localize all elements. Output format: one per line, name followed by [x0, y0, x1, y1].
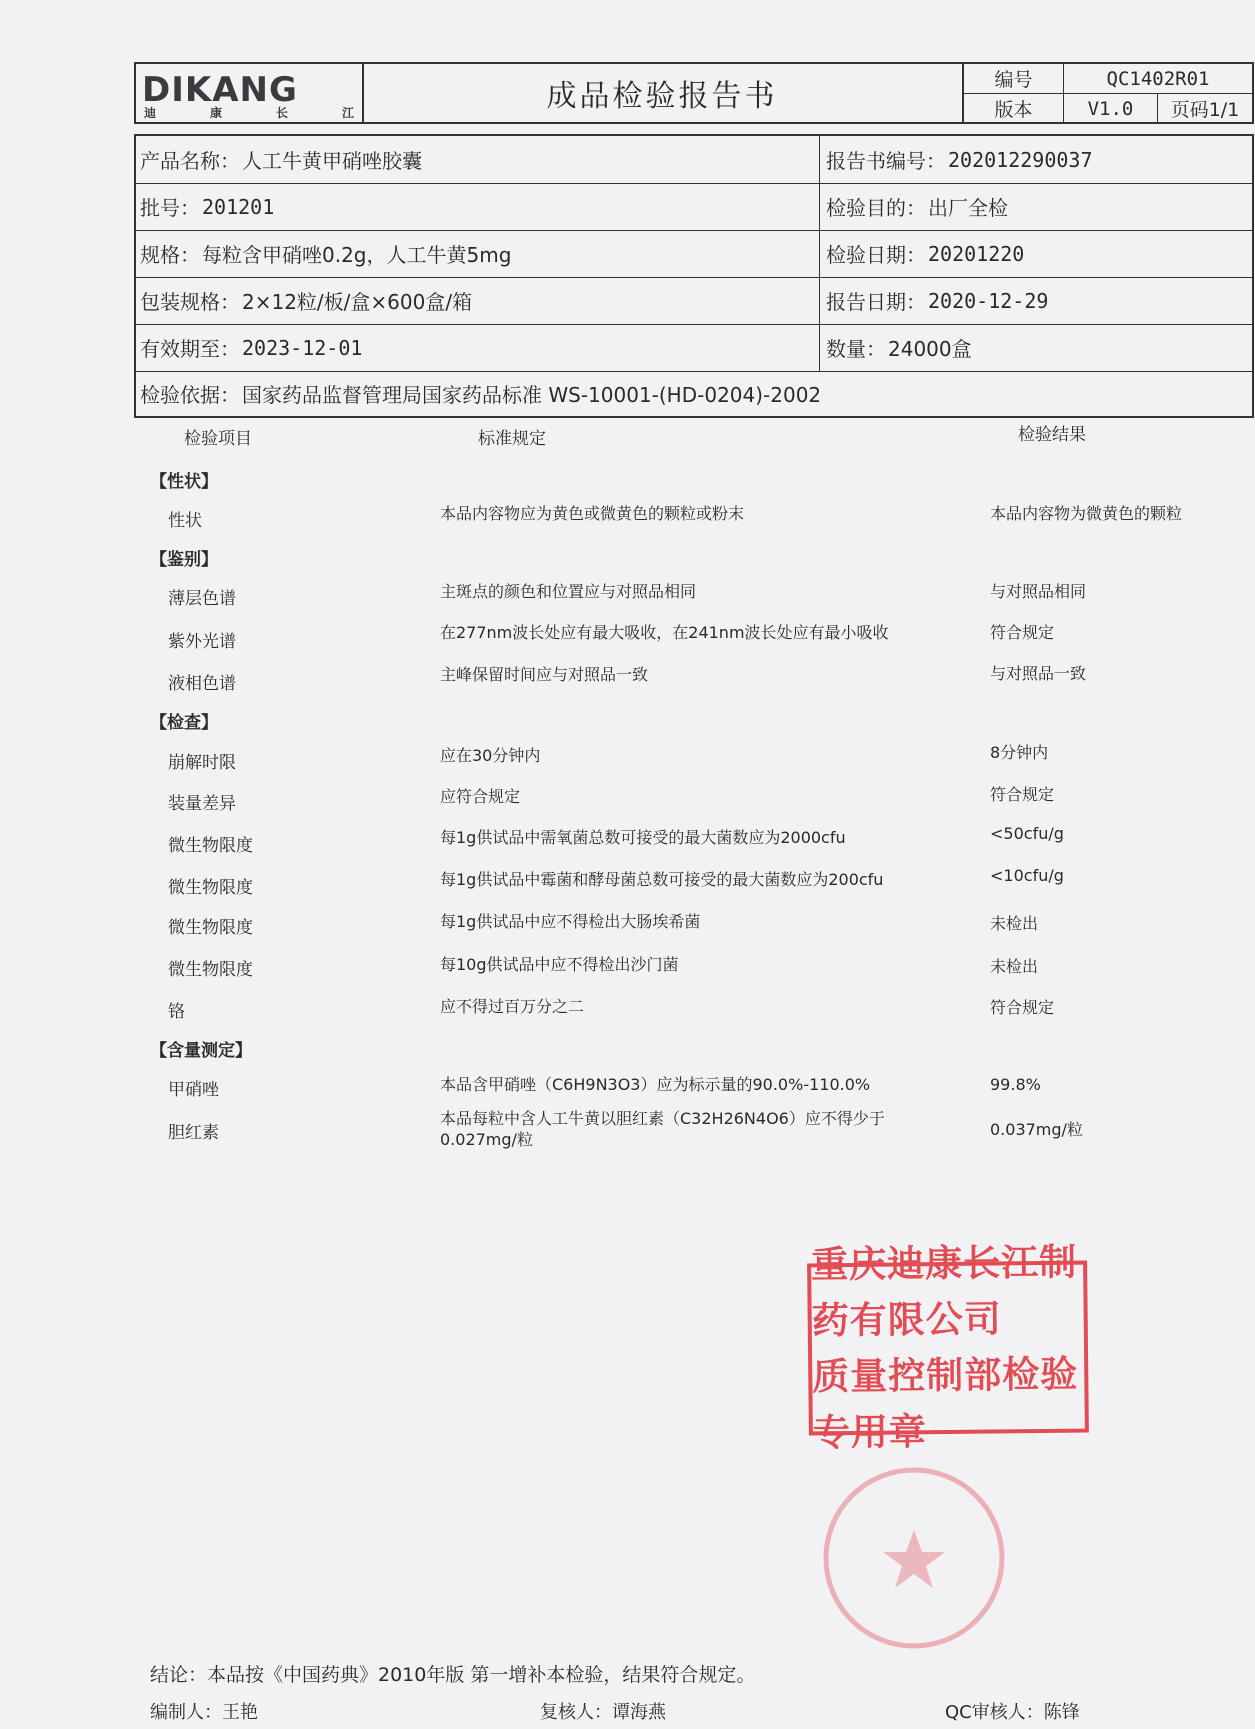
batch-value: 201201: [202, 194, 275, 219]
test-item: 微生物限度: [168, 960, 253, 980]
package-label: 包装规格：: [140, 290, 240, 314]
section-identification: 【鉴别】: [150, 550, 218, 570]
test-item: 装量差异: [168, 794, 236, 814]
spec-label: 规格：: [140, 243, 200, 267]
version-value: V1.0: [1064, 94, 1158, 123]
test-result: 0.037mg/粒: [990, 1120, 1083, 1139]
expiry-label: 有效期至：: [140, 337, 240, 361]
section-inspection: 【检查】: [150, 713, 218, 733]
basis-value: 国家药品监督管理局国家药品标准 WS-10001-(HD-0204)-2002: [242, 383, 822, 407]
test-result: <10cfu/g: [990, 866, 1064, 885]
package-value: 2×12粒/板/盒×600盒/箱: [242, 290, 473, 314]
test-item: 紫外光谱: [168, 632, 236, 652]
column-header-standard: 标准规定: [478, 429, 546, 449]
quantity-cell: [820, 324, 1252, 371]
purpose-label: 检验目的：: [826, 196, 926, 220]
test-item: 胆红素: [168, 1123, 219, 1143]
test-item: 薄层色谱: [168, 589, 236, 609]
basis-cell: [136, 371, 1252, 416]
test-result: 99.8%: [990, 1075, 1041, 1094]
basis-label: 检验依据：: [140, 383, 240, 407]
prepared-name: 王艳: [222, 1702, 258, 1723]
qc-approved-by: [945, 1698, 1080, 1724]
test-result: 符合规定: [990, 785, 1055, 804]
report-title: 成品检验报告书: [546, 79, 778, 114]
test-date-label: 检验日期：: [826, 243, 926, 267]
spec-cell: [136, 230, 820, 277]
test-item: 崩解时限: [168, 753, 236, 773]
test-date-value: 20201220: [928, 241, 1025, 266]
test-standard: 应不得过百万分之二: [440, 997, 585, 1016]
column-header-item: 检验项目: [184, 429, 252, 449]
test-item: 性状: [168, 511, 202, 531]
package-cell: [136, 277, 820, 324]
report-number-value: 202012290037: [948, 147, 1093, 172]
purpose-value: 出厂全检: [928, 196, 1008, 220]
test-date-cell: [820, 230, 1252, 277]
page-number: 页码1/1: [1170, 99, 1240, 121]
test-standard: 主峰保留时间应与对照品一致: [440, 665, 649, 684]
company-logo: [136, 64, 364, 122]
stamp-line-department: 质量控制部检验专用章: [812, 1352, 1079, 1455]
test-result: 与对照品相同: [990, 582, 1087, 601]
test-result: 未检出: [990, 957, 1039, 976]
test-result: 符合规定: [990, 623, 1055, 642]
report-date-value: 2020-12-29: [928, 288, 1049, 313]
qc-name: 陈锋: [1043, 1702, 1080, 1723]
test-standard: 每1g供试品中应不得检出大肠埃希菌: [440, 912, 701, 931]
quantity-label: 数量：: [826, 337, 886, 361]
report-date-cell: [820, 277, 1252, 324]
product-name-cell: [136, 136, 820, 183]
test-result: 符合规定: [990, 998, 1055, 1017]
product-info-table: [134, 134, 1254, 418]
stamp-line-company: 重庆迪康长江制药有限公司: [810, 1240, 1078, 1343]
logo-char: 迪: [144, 106, 157, 120]
report-date-label: 报告日期：: [826, 290, 926, 314]
document-meta: [962, 64, 1252, 122]
report-number-cell: [820, 136, 1252, 183]
test-result: 本品内容物为微黄色的颗粒: [990, 504, 1183, 523]
test-result: 与对照品一致: [990, 664, 1087, 683]
test-result: 未检出: [990, 914, 1039, 933]
product-name-value: 人工牛黄甲硝唑胶囊: [242, 149, 422, 173]
logo-char: 长: [275, 106, 288, 120]
test-item: 微生物限度: [168, 878, 253, 898]
qc-label: QC审核人：: [945, 1702, 1044, 1723]
logo-subtext: [144, 104, 354, 121]
expiry-cell: [136, 324, 820, 371]
test-item: 液相色谱: [168, 674, 236, 694]
test-item: 微生物限度: [168, 918, 253, 938]
test-item: 铬: [168, 1002, 185, 1022]
test-standard: 主斑点的颜色和位置应与对照品相同: [440, 582, 697, 601]
code-label: 编号: [964, 64, 1064, 93]
test-standard: 每10g供试品中应不得检出沙门菌: [440, 955, 679, 974]
logo-wordmark: DIKANG: [142, 70, 298, 110]
column-header-result: 检验结果: [1018, 425, 1086, 445]
section-assay: 【含量测定】: [150, 1041, 252, 1061]
report-header: [134, 62, 1254, 124]
test-standard: 在277nm波长处应有最大吸收，在241nm波长处应有最小吸收: [440, 623, 889, 642]
test-standard: 本品含甲硝唑（C6H9N3O3）应为标示量的90.0%-110.0%: [440, 1075, 871, 1094]
version-label: 版本: [964, 94, 1064, 123]
test-result: 8分钟内: [990, 743, 1049, 762]
batch-label: 批号：: [140, 196, 200, 220]
test-item: 甲硝唑: [168, 1080, 219, 1100]
expiry-value: 2023-12-01: [242, 335, 363, 360]
reviewed-by: [540, 1698, 666, 1724]
test-standard: 每1g供试品中霉菌和酵母菌总数可接受的最大菌数应为200cfu: [440, 870, 884, 889]
section-appearance: 【性状】: [150, 472, 218, 492]
logo-char: 康: [209, 106, 222, 120]
test-result: <50cfu/g: [990, 824, 1064, 843]
spec-value: 每粒含甲硝唑0.2g，人工牛黄5mg: [202, 243, 512, 267]
report-number-label: 报告书编号：: [826, 149, 946, 173]
reviewed-name: 谭海燕: [612, 1702, 666, 1723]
quality-control-stamp: [807, 1240, 1089, 1455]
conclusion: 结论：本品按《中国药典》2010年版 第一增补本检验，结果符合规定。: [150, 1664, 756, 1686]
test-standard: 本品每粒中含人工牛黄以胆红素（C32H26N4O6）应不得少于0.027mg/粒: [440, 1109, 885, 1149]
test-item: 微生物限度: [168, 836, 253, 856]
purpose-cell: [820, 183, 1252, 230]
company-seal-icon: [814, 1458, 1014, 1658]
quantity-value: 24000盒: [888, 337, 972, 361]
reviewed-label: 复核人：: [540, 1702, 612, 1723]
test-standard: 应符合规定: [440, 787, 521, 806]
batch-cell: [136, 183, 820, 230]
test-standard: 应在30分钟内: [440, 746, 541, 765]
logo-char: 江: [341, 106, 354, 120]
code-value: QC1402R01: [1106, 67, 1210, 90]
prepared-by: [150, 1698, 258, 1724]
test-standard: 本品内容物应为黄色或微黄色的颗粒或粉末: [440, 504, 745, 523]
test-standard: 每1g供试品中需氧菌总数可接受的最大菌数应为2000cfu: [440, 828, 846, 847]
product-name-label: 产品名称：: [140, 149, 240, 173]
prepared-label: 编制人：: [150, 1702, 222, 1723]
